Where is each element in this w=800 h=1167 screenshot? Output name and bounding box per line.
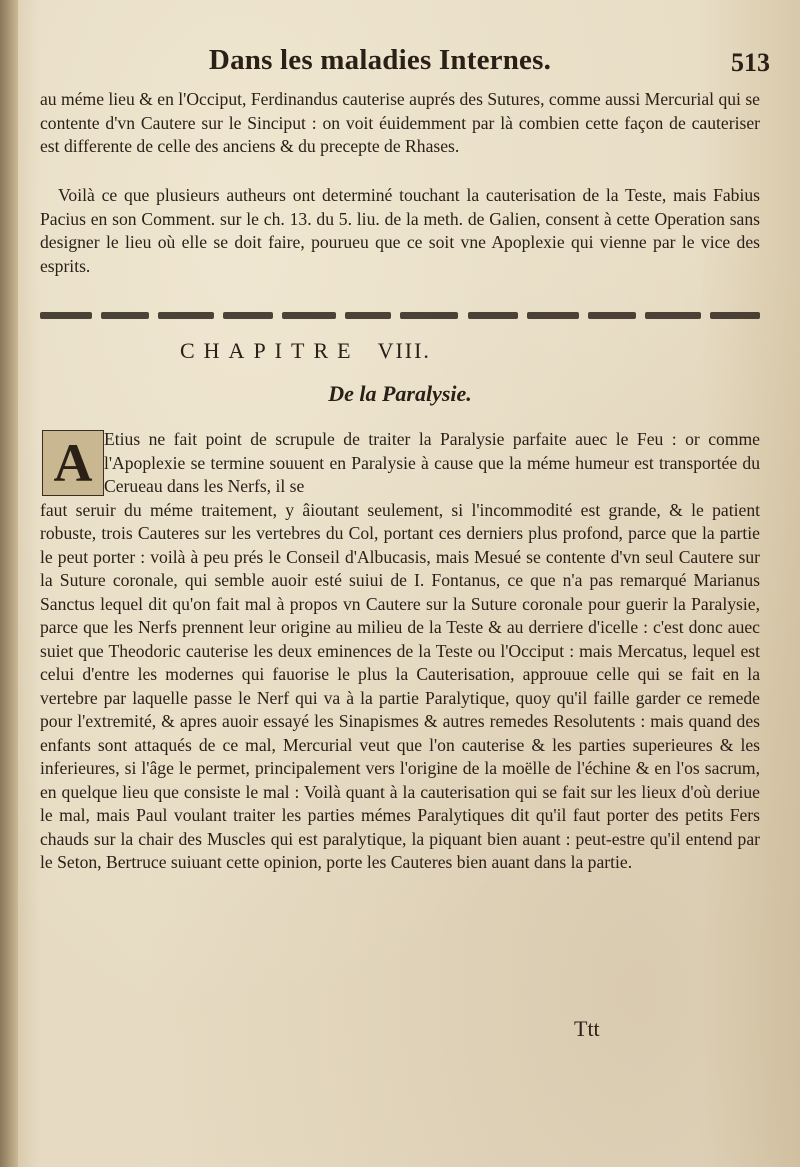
paragraph-cauterisation-teste: Voilà ce que plusieurs autheurs ont determiné touchant la cauterisation de la Teste, mais Fabius Pacius en son Comment. sur le ch. 13. du 5. liu. de la meth. de Galien, consent à cette Operation sans designer le lieu où elle se doit faire, pourueu que ce soit vne Apoplexie qui vienne par le vice des esprits.: [40, 185, 760, 276]
chapter-lead-text: Etius ne fait point de scrupule de traiter la Paralysie parfaite auec le Feu : or comme l'Apoplexie se termine souuent en Paralysie à cause que la méme humeur est transportée du Cerueau dans les Nerfs, il se: [104, 429, 760, 496]
page-header: [40, 40, 780, 90]
chapter-body-text: faut seruir du méme traitement, y âioutant seulement, si l'incommodité est grande, & le patient robuste, trois Cauteres sur les vertebres du Col, portant ces derniers plus profond, parce que la partie le peut porter : voilà à peu prés le Conseil d'Albucasis, mais Mesué se contente d'vn seul Cautere sur la Suture coronale, qui semble auoir esté suiui de I. Fontanus, ce que n'a pas remarqué Marianus Sanctus lequel dit qu'on fait mal à propos vn Cautere sur la Suture coronale pour guerir la Paralysie, parce que les Nerfs prennent leur origine au milieu de la Teste & au derriere d'icelle : c'est donc auec suiet que Theodoric cauterise les deux eminences de la Teste ou l'Occiput : mais Mercatus, lequel est celui d'entre les modernes qui fauorise le plus la Cauterisation, approuue celle qui se fait en la vertebre par laquelle passe le Nerf qui va à la partie Paralytique, quoy qu'il faille garder ce remede pour l'extremité, & apres auoir essayé les Sinapismes & autres remedes Resolutents : mais quand des enfants sont attaqués de ce mal, Mercurial veut que l'on cauterise & les parties superieures & les inferieures, si l'âge le permet, principalement vers l'origine de la moëlle de l'échine & en l'os sacrum, en quelque lieu que consiste le mal : Voilà quant à la cauterisation qui se fait sur les lieux d'où deriue le mal, mais Paul voulant traiter les parties mémes Paralytiques dit qu'il faut porter des petits Fers chauds sur la chair des Muscles qui est paralytique, la piquant bien auant : peut-estre qu'il entend par le Seton, Bertruce suiuant cette opinion, porte les Cauteres bien auant dans la partie.: [40, 499, 760, 872]
running-title: Dans les maladies Internes.: [208, 44, 552, 76]
ornamental-rule: [40, 308, 760, 322]
paragraph-continuation: au méme lieu & en l'Occiput, Ferdinandus cauterise auprés des Sutures, comme aussi Mercurial qui se contente d'vn Cautere sur le Sinciput : on voit éuidemment par là combien cette façon de cauteriser est differente de celle des anciens & du precepte de Rhases.: [40, 89, 760, 156]
chapter-label: CHAPITRE: [180, 338, 360, 363]
chapter-body: [40, 428, 760, 875]
chapter-number: VIII.: [377, 338, 431, 363]
binding-edge: [0, 0, 18, 1167]
catchword: Ttt: [574, 1016, 600, 1041]
page-number: 513: [731, 48, 770, 77]
chapter-heading: [180, 338, 580, 364]
dropcap-letter: A: [53, 433, 93, 493]
chapter-subtitle: De la Paralysie.: [328, 381, 472, 406]
